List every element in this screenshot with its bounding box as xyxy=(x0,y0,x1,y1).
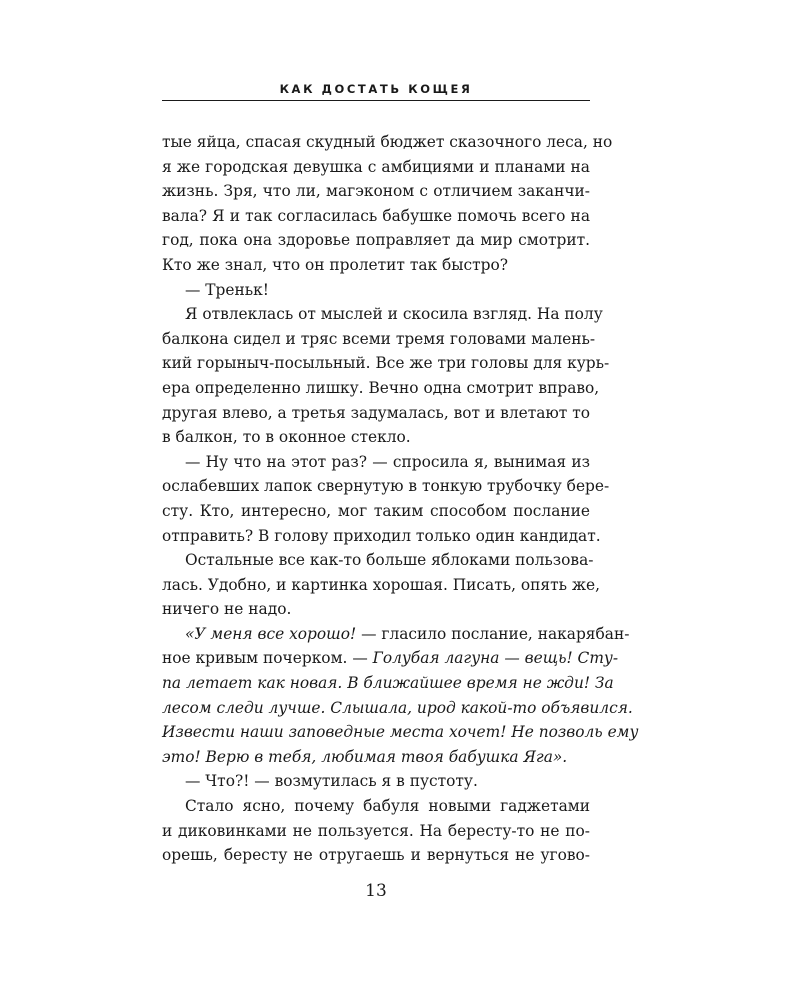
letter-quote: Голубая лагуна — вещь! Сту- xyxy=(372,649,619,668)
text-line: другая влево, а третья задумалась, вот и влетают то xyxy=(162,403,590,422)
text-line: — Ну что на этот раз? — спросила я, вынимая из xyxy=(185,452,590,471)
letter-line xyxy=(162,646,619,671)
body-text xyxy=(162,130,639,868)
letter-line: это! Верю в тебя, любимая твоя бабушка Яга». xyxy=(162,747,568,766)
text-line: тые яйца, спасая скудный бюджет сказочного леса, но xyxy=(162,133,613,151)
text-line: и диковинками не пользуется. На бересту-то не по- xyxy=(162,821,590,840)
letter-quote: «У меня все хорошо! xyxy=(185,624,357,643)
text-line: Стало ясно, почему бабуля новыми гаджетами xyxy=(185,797,590,816)
letter-line: лесом следи лучше. Слышала, ирод какой-то объявился. xyxy=(162,698,633,717)
page-number: 13 xyxy=(365,881,387,901)
text-line: Остальные все как-то больше яблоками пользова- xyxy=(185,551,594,570)
text-line: орешь, бересту не отругаешь и вернуться не угово- xyxy=(162,846,590,865)
text-line: лась. Удобно, и картинка хорошая. Писать, опять же, xyxy=(162,575,601,594)
narration: — гласило послание, накарябан- xyxy=(356,624,630,643)
letter-line: Извести наши заповедные места хочет! Не позволь ему xyxy=(162,723,639,742)
text-line: в балкон, то в оконное стекло. xyxy=(162,428,411,447)
running-head: КАК ДОСТАТЬ КОЩЕЯ xyxy=(279,82,473,96)
text-line: — Что?! — возмутилась я в пустоту. xyxy=(185,772,478,791)
text-line: я же городская девушка с амбициями и планами на xyxy=(162,157,590,176)
text-line: год, пока она здоровье поправляет да мир смотрит. xyxy=(162,231,590,250)
text-line: кий горыныч-посыльный. Все же три головы для курь- xyxy=(162,354,610,373)
narration: ное кривым почерком. — xyxy=(162,649,373,668)
text-line: вала? Я и так согласилась бабушке помочь всего на xyxy=(162,206,590,225)
text-line: жизнь. Зря, что ли, магэконом с отличием заканчи- xyxy=(162,182,590,201)
text-line: сту. Кто, интересно, мог таким способом послание xyxy=(162,501,590,520)
text-line: ничего не надо. xyxy=(162,600,292,619)
letter-line: па летает как новая. В ближайшее время не жди! За xyxy=(162,674,614,693)
letter-line xyxy=(162,622,630,647)
text-line: Я отвлеклась от мыслей и скосила взгляд. На полу xyxy=(185,305,603,324)
header-rule xyxy=(162,100,590,101)
text-line: ослабевших лапок свернутую в тонкую трубочку бере- xyxy=(162,477,610,496)
text-line: ера определенно лишку. Вечно одна смотрит вправо, xyxy=(162,378,600,397)
text-line: Кто же знал, что он пролетит так быстро? xyxy=(162,255,509,274)
text-line: отправить? В голову приходил только один кандидат. xyxy=(162,526,601,545)
text-line: — Треньк! xyxy=(185,280,269,299)
text-line: балкона сидел и тряс всеми тремя головами малень- xyxy=(162,329,596,348)
